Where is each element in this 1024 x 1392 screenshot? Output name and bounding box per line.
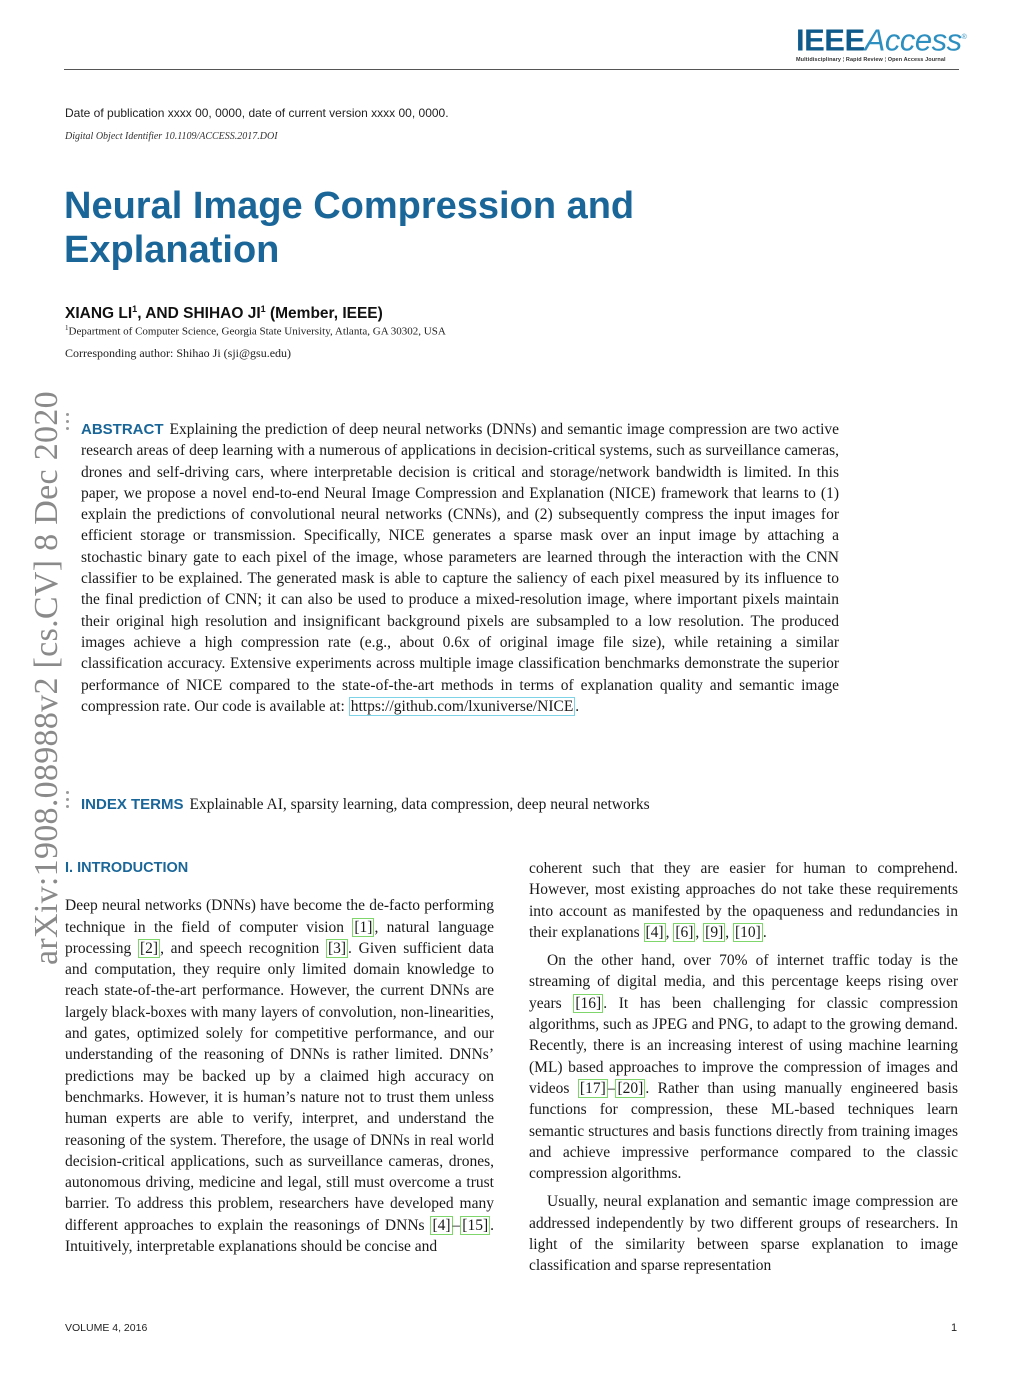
doi-line: Digital Object Identifier 10.1109/ACCESS.2017.DOI [65,131,278,142]
citation-link[interactable]: [10] [734,923,761,941]
index-terms [81,794,839,815]
citation-link[interactable]: [3] [327,939,347,957]
citation-link[interactable]: [16] [575,994,602,1012]
citation-link[interactable]: [2] [140,939,159,957]
abstract-dots [66,413,70,434]
logo-tagline: Multidisciplinary ¦ Rapid Review ¦ Open Access Journal [796,57,946,64]
citation-link[interactable]: [17] [579,1079,606,1097]
header-rule [64,69,959,70]
citation-link[interactable]: [1] [354,918,373,936]
index-terms-dots [66,791,70,812]
logo-wordmark: IEEEAccess® [796,22,967,58]
code-link[interactable]: https://github.com/lxuniverse/NICE [350,697,574,715]
ieee-access-logo [796,22,967,68]
citation-link[interactable]: [4] [645,923,664,941]
citation-link[interactable]: [20] [617,1079,644,1097]
abstract: ABSTRACT Explaining the prediction of deep neural networks (DNNs) and semantic image compression are two active research areas of deep learning with a numerous of applications in decision-critical systems, such as surveillance cameras, drones and self-driving cars, where interpretable decision is critical and storage/network bandwidth is limited. In this paper, we propose a novel end-to-end Neural Image Compression and Explanation (NICE) framework that learns to (1) explain the predictions of convolutional neural networks (CNNs), and (2) subsequently compress the input images for efficient storage or transmission. Specifically, NICE generates a sparse mask over an input image by attaching a stochastic binary gate to each pixel of the image, whose parameters are learned through the interaction with the CNN classifier to be explained. The generated mask is able to capture the saliency of each pixel measured by its influence to the final prediction of CNN; it can also be used to produce a mixed-resolution image, where important pixels maintain their original high resolution and insignificant background pixels are subsampled to a low resolution. The produced images achieve a high compression rate (e.g., about 0.6x of original image file size), while retaining a similar classification accuracy. Extensive experiments across multiple image classification benchmarks demonstrate the superior performance of NICE compared to the state-of-the-art methods in terms of explanation quality and semantic image compression rate. Our code is available at: https://github.com/lxuniverse/NICE . [81,421,839,715]
publication-date: Date of publication xxxx 00, 0000, date of current version xxxx 00, 0000. [65,106,449,120]
abstract-text: Explaining the prediction of deep neural networks (DNNs) and semantic image compression are two active research areas of deep learning with a numerous of applications in decision-critical systems, such as surveillance cameras, drones and self-driving cars, where interpretable decision is critical and storage/network bandwidth is limited. In this paper, we propose a novel end-to-end Neural Image Compression and Explanation (NICE) framework that learns to (1) explain the predictions of convolutional neural networks (CNNs), and (2) subsequently compress the input images for efficient storage or transmission. Specifically, NICE generates a sparse mask over an input image by attaching a stochastic binary gate to each pixel of the image, whose parameters are learned through the interaction with the CNN classifier to be explained. The generated mask is able to capture the saliency of each pixel measured by its influence to the final prediction of CNN; it can also be used to produce a mixed-resolution image, where important pixels maintain their original high resolution and insignificant background pixels are subsampled to a low resolution. The produced images achieve a high compression rate (e.g., about 0.6x of original image file size), while retaining a similar classification accuracy. Extensive experiments across multiple image classification benchmarks demonstrate the superior performance of NICE compared to the state-of-the-art methods in terms of explanation quality and semantic image compression rate. Our code is available at: [81,421,839,715]
index-terms-text: Explainable AI, sparsity learning, data compression, deep neural networks [189,796,650,813]
affiliation: $^1$Department of Computer Science, Georgia State University, Atlanta, GA 30302, USA [65,324,446,338]
arxiv-stamp: arXiv:1908.08988v2 [cs.CV] 8 Dec 2020 [28,391,65,965]
right-column [529,858,958,1277]
intro-paragraph-1: Deep neural networks (DNNs) have become the de-facto performing technique in the field of computer vision [1] , natural language processing [2] , and speech recognition [3] . Given sufficient data and computation, they require only limited domain knowledge to reach state-of-the-art performance. However, the current DNNs are largely black-boxes with many layers of convolution, non-linearities, and gates, optimized solely for competitive performance, and our understanding of the reasoning of DNNs is rather limited. DNNs’ predictions may be backed up by a claimed high accuracy on benchmarks. However, it is human’s nature not to trust them unless human experts are able to verify, interpret, and understand the reasoning of the system. Therefore, the usage of DNNs in real world decision-critical applications, such as surveillance cameras, drones, autonomous driving, medicine and legal, still must overcome a trust barrier. To address this problem, researchers have developed many different approaches to explain the reasonings of DNNs [4] – [15] . Intuitively, interpretable explanations should be concise and [65,897,495,1256]
intro-paragraph-1-cont: coherent such that they are easier for human to comprehend. However, most existing approaches do not take these requirements into account as manifested by the opaqueness and redundancies in their explanations [4] , [6] , [9] , [10] . [529,860,958,941]
intro-paragraph-3: Usually, neural explanation and semantic image compression are addressed independently by two different groups of researchers. In light of the similarity between sparse explanation to image classification and sparse representation [529,1193,958,1275]
left-column [65,858,494,1257]
footer-page-number: 1 [951,1322,958,1334]
intro-paragraph-2: On the other hand, over 70% of internet traffic today is the streaming of digital media, and this percentage keeps rising over years [16] . It has been challenging for classic compression algorithms, such as JPEG and PNG, to adapt to the growing demand. Recently, there is an increasing interest of using machine learning (ML) based approaches to improve the compression of images and videos [17] – [20] . Rather than using manually engineered basis functions for compression, these ML-based techniques learn semantic structures and basis functions directly from training images and achieve impressive performance compared to the classic compression algorithms. [529,952,959,1183]
author-list: XIANG $LI^1$, AND SHIHAO $JI^1$ (Member, IEEE) [65,304,383,323]
index-terms-heading: INDEX TERMS [81,796,184,813]
abstract-heading: ABSTRACT [81,421,164,438]
corresponding-author: Corresponding author: Shihao Ji (sji@gsu.edu) [65,346,292,360]
paper-title: Neural Image Compression and Explanation [64,185,635,271]
citation-link[interactable]: [4] [432,1216,451,1234]
citation-link[interactable]: [9] [705,923,724,941]
citation-link[interactable]: [15] [462,1216,489,1234]
introduction-heading: I. INTRODUCTION [65,860,189,876]
citation-link[interactable]: [6] [675,923,694,941]
footer-volume: VOLUME 4, 2016 [65,1322,148,1334]
